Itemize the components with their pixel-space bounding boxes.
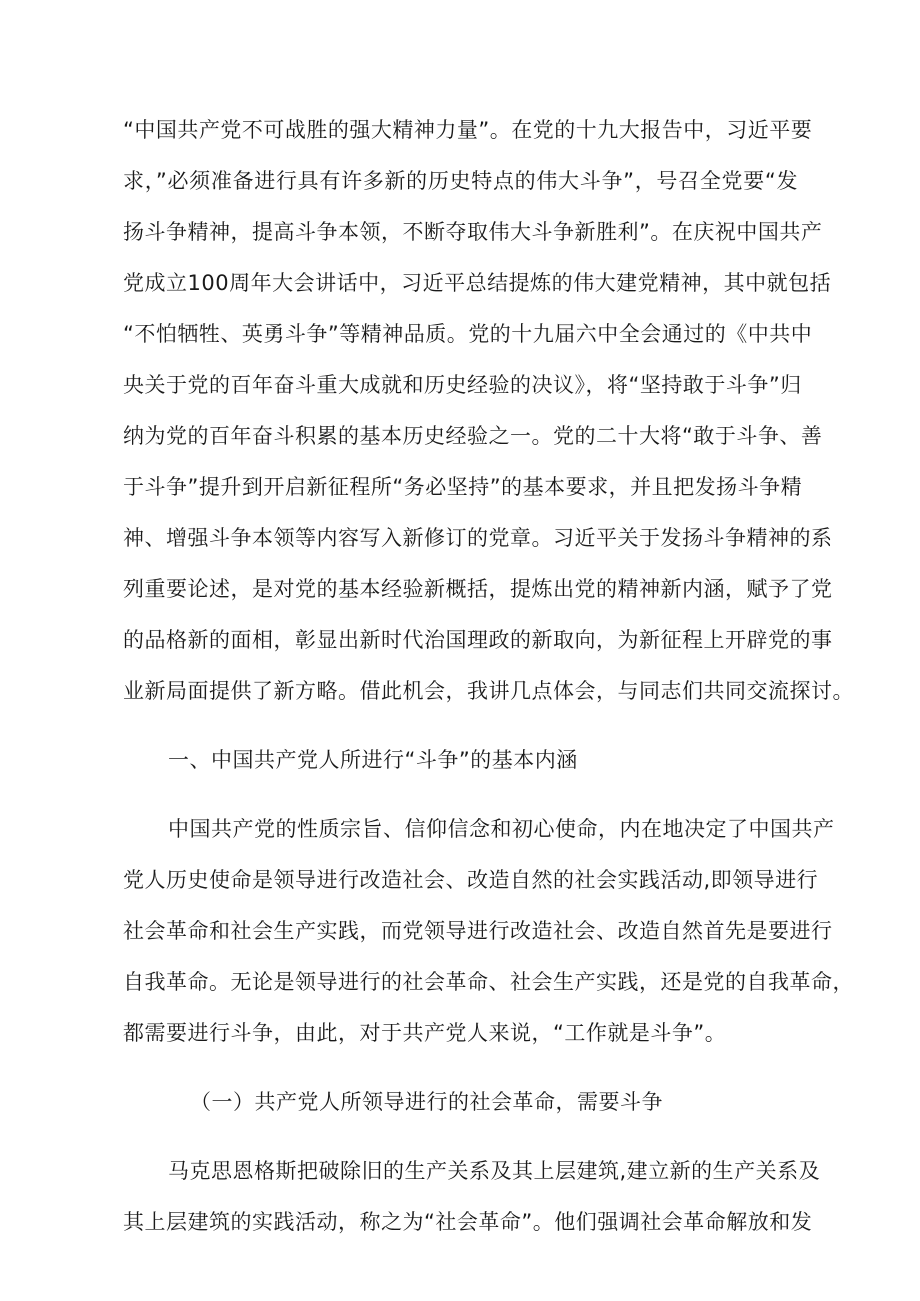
paragraph-2-line-5: 都需要进行斗争，由此，对于共产党人来说，“工作就是斗争”。 [123,1021,727,1045]
paragraph-1-line-1: “中国共产党不可战胜的强大精神力量”。在党的十九大报告中，习近平要 [123,118,813,142]
section-heading-1: 一、中国共产党人所进行“斗争”的基本内涵 [168,748,578,772]
subsection-heading-1: （一）共产党人所领导进行的社会革命，需要斗争 [190,1090,663,1114]
paragraph-1-line-4: 党成立100周年大会讲话中，习近平总结提炼的伟大建党精神，其中就包括 [123,271,832,295]
paragraph-3-line-1: 马克思恩格斯把破除旧的生产关系及其上层建筑,建立新的生产关系及 [168,1159,821,1183]
paragraph-1-line-12: 业新局面提供了新方略。借此机会，我讲几点体会，与同志们共同交流探讨。 [123,679,854,703]
paragraph-1-line-10: 列重要论述，是对党的基本经验新概括，提炼出党的精神新内涵，赋予了党 [123,577,833,601]
paragraph-2-line-4: 自我革命。无论是领导进行的社会革命、社会生产实践，还是党的自我革命， [123,970,854,994]
paragraph-1-line-9: 神、增强斗争本领等内容写入新修订的党章。习近平关于发扬斗争精神的系 [123,526,833,550]
paragraph-2-line-3: 社会革命和社会生产实践，而党领导进行改造社会、改造自然首先是要进行 [123,919,833,943]
paragraph-1-line-7: 纳为党的百年奋斗积累的基本历史经验之一。党的二十大将“敢于斗争、善 [123,424,823,448]
paragraph-1-line-2: 求，”必须准备进行具有许多新的历史特点的伟大斗争”，号召全党要“发 [123,169,798,193]
paragraph-1-line-6: 央关于党的百年奋斗重大成就和历史经验的决议》，将“坚持敢于斗争”归 [123,373,802,397]
paragraph-1-line-5: “不怕牺牲、英勇斗争”等精神品质。党的十九届六中全会通过的《中共中 [123,322,813,346]
paragraph-1-line-3: 扬斗争精神，提高斗争本领，不断夺取伟大斗争新胜利”。在庆祝中国共产 [123,220,823,244]
paragraph-1-line-8: 于斗争”提升到开启新征程所“务必坚持”的基本要求，并且把发扬斗争精 [123,475,803,499]
paragraph-3-line-2: 其上层建筑的实践活动，称之为“社会革命”。他们强调社会革命解放和发 [123,1210,813,1234]
paragraph-2-line-2: 党人历史使命是领导进行改造社会、改造自然的社会实践活动,即领导进行 [123,868,819,892]
paragraph-1-line-11: 的品格新的面相，彰显出新时代治国理政的新取向，为新征程上开辟党的事 [123,628,833,652]
paragraph-2-line-1: 中国共产党的性质宗旨、信仰信念和初心使命，内在地决定了中国共产 [168,817,835,841]
